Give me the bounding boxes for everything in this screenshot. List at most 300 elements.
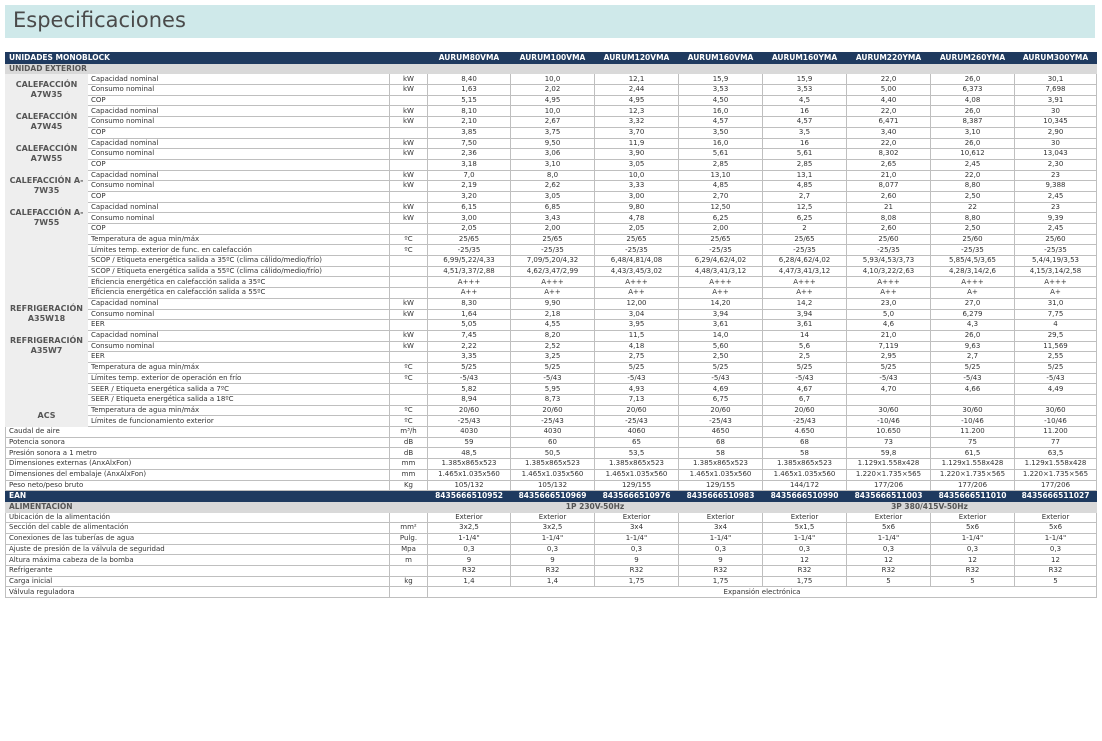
table-row	[6, 576, 1097, 587]
row-value	[1015, 395, 1097, 406]
row-value: 4,5	[763, 95, 847, 106]
row-unit: Mpa	[390, 544, 428, 555]
row-value: 0,3	[1015, 544, 1097, 555]
row-value: 9	[679, 555, 763, 566]
row-value: 20/60	[428, 405, 511, 416]
row-value: 3,95	[595, 320, 679, 331]
row-value: 2,02	[511, 85, 595, 96]
row-unit	[390, 224, 428, 235]
row-unit: kW	[390, 117, 428, 128]
table-row	[6, 533, 1097, 544]
row-value: 4,08	[931, 95, 1015, 106]
row-value: 5,05	[428, 320, 511, 331]
row-value: 25/65	[595, 234, 679, 245]
row-value: 0,3	[847, 544, 931, 555]
table-row	[6, 256, 1097, 267]
row-label: COP	[88, 191, 390, 202]
row-label: Capacidad nominal	[88, 138, 390, 149]
table-row	[6, 405, 1097, 416]
row-label: Eficiencia energética en calefacción salida a 35ºC	[88, 277, 390, 288]
row-unit: kW	[390, 138, 428, 149]
row-value: Exterior	[763, 512, 847, 523]
row-label: Capacidad nominal	[88, 298, 390, 309]
row-unit: mm	[390, 459, 428, 470]
row-value: 22,0	[847, 106, 931, 117]
row-value: 8,10	[428, 106, 511, 117]
row-value: 1-1/4"	[847, 533, 931, 544]
row-unit	[390, 256, 428, 267]
row-value: 9	[595, 555, 679, 566]
row-value: 4,51/3,37/2,88	[428, 266, 511, 277]
row-value: 30/60	[847, 405, 931, 416]
table-row	[6, 224, 1097, 235]
row-value: 16	[763, 106, 847, 117]
row-value: -10/46	[931, 416, 1015, 427]
row-value: 23	[1015, 202, 1097, 213]
row-value: 8,077	[847, 181, 931, 192]
row-value: 5,6	[763, 341, 847, 352]
row-unit: ºC	[390, 405, 428, 416]
row-value: 4,10/3,22/2,63	[847, 266, 931, 277]
row-value: 4,28/3,14/2,6	[931, 266, 1015, 277]
row-value: 16,0	[679, 138, 763, 149]
row-label: Válvula reguladora	[6, 587, 390, 598]
row-value: 58	[763, 448, 847, 459]
table-row	[6, 85, 1097, 96]
row-value: 3,5	[763, 127, 847, 138]
row-value: 9,80	[595, 202, 679, 213]
table-row	[6, 191, 1097, 202]
table-row	[6, 181, 1097, 192]
row-label: COP	[88, 159, 390, 170]
model-header: AURUM260YMA	[931, 53, 1015, 64]
row-value: 3,75	[511, 127, 595, 138]
row-unit: kW	[390, 106, 428, 117]
row-value: 2,95	[847, 352, 931, 363]
row-value: 1.385x865x523	[428, 459, 511, 470]
table-row	[6, 288, 1097, 299]
row-value: 20/60	[511, 405, 595, 416]
row-label: Caudal de aire	[6, 427, 390, 438]
row-label: Temperatura de agua min/máx	[88, 362, 390, 373]
row-value: 3,94	[679, 309, 763, 320]
row-value: 63,5	[1015, 448, 1097, 459]
ean-value: 8435666510976	[595, 491, 679, 502]
row-value: 4060	[595, 427, 679, 438]
row-value: 12	[931, 555, 1015, 566]
row-value: 11.200	[1015, 427, 1097, 438]
table-row	[6, 277, 1097, 288]
row-value: 3,18	[428, 159, 511, 170]
row-value: 7,0	[428, 170, 511, 181]
model-header: AURUM120VMA	[595, 53, 679, 64]
row-value: 2,5	[763, 352, 847, 363]
row-value: -25/43	[679, 416, 763, 427]
row-value: 5	[847, 576, 931, 587]
row-value: 2,00	[511, 224, 595, 235]
table-row	[6, 341, 1097, 352]
row-value: 1.465x1.035x560	[679, 469, 763, 480]
model-header: AURUM160YMA	[763, 53, 847, 64]
row-value: -25/35	[931, 245, 1015, 256]
row-unit: mm	[390, 469, 428, 480]
row-value: 65	[595, 437, 679, 448]
row-value: 7,698	[1015, 85, 1097, 96]
row-value: Exterior	[679, 512, 763, 523]
row-value: Exterior	[1015, 512, 1097, 523]
row-value: 26,0	[931, 138, 1015, 149]
model-header: AURUM80VMA	[428, 53, 511, 64]
row-unit: dB	[390, 448, 428, 459]
row-value: 4,95	[511, 95, 595, 106]
group-label	[6, 234, 88, 298]
row-label: Capacidad nominal	[88, 74, 390, 85]
ean-row	[6, 491, 1097, 502]
table-row	[6, 234, 1097, 245]
row-value: 5/25	[1015, 362, 1097, 373]
row-unit: m	[390, 555, 428, 566]
table-row	[6, 459, 1097, 470]
table-row	[6, 566, 1097, 577]
row-value: 15,9	[679, 74, 763, 85]
row-unit: mm²	[390, 523, 428, 534]
row-value: 75	[931, 437, 1015, 448]
row-unit	[390, 395, 428, 406]
row-value: 4,70	[847, 384, 931, 395]
row-unit: dB	[390, 437, 428, 448]
row-value: A+++	[428, 277, 511, 288]
row-value: 144/172	[763, 480, 847, 491]
row-value: 3,10	[931, 127, 1015, 138]
row-value: A++	[511, 288, 595, 299]
row-value: 8,387	[931, 117, 1015, 128]
row-value: 5/25	[428, 362, 511, 373]
row-unit	[390, 587, 428, 598]
row-value: A+++	[931, 277, 1015, 288]
table-row	[6, 213, 1097, 224]
row-value: 4,95	[595, 95, 679, 106]
row-label: Límites temp. exterior de operación en frío	[88, 373, 390, 384]
row-value: 31,0	[1015, 298, 1097, 309]
row-value: R32	[511, 566, 595, 577]
row-value: 5x6	[931, 523, 1015, 534]
table-row	[6, 298, 1097, 309]
group-label: ACS	[6, 405, 88, 426]
row-value: 3,20	[428, 191, 511, 202]
specifications-table	[5, 52, 1097, 598]
row-value: 3,70	[595, 127, 679, 138]
row-value: -25/35	[763, 245, 847, 256]
row-label: Límites temp. exterior de func. en calefacción	[88, 245, 390, 256]
row-unit: kW	[390, 85, 428, 96]
row-value: 26,0	[931, 106, 1015, 117]
row-value: 1.385x865x523	[511, 459, 595, 470]
row-value: 4,15/3,14/2,58	[1015, 266, 1097, 277]
row-value: 2,70	[679, 191, 763, 202]
row-value: 4,62/3,47/2,99	[511, 266, 595, 277]
row-value: -10/46	[847, 416, 931, 427]
table-row	[6, 373, 1097, 384]
section-row	[6, 63, 1097, 74]
row-value: 4,66	[931, 384, 1015, 395]
row-value: 4,50	[679, 95, 763, 106]
row-value: 8,302	[847, 149, 931, 160]
row-value: 2,7	[763, 191, 847, 202]
row-value: A+++	[595, 277, 679, 288]
row-value: 9,63	[931, 341, 1015, 352]
row-value: 6,29/4,62/4,02	[679, 256, 763, 267]
table-row	[6, 309, 1097, 320]
row-value: 12	[847, 555, 931, 566]
group-label: CALEFACCIÓN A7W35	[6, 74, 88, 106]
row-value: 4,69	[679, 384, 763, 395]
row-value: -5/43	[847, 373, 931, 384]
row-value: 6,7	[763, 395, 847, 406]
row-label: Consumo nominal	[88, 309, 390, 320]
row-label: EER	[88, 352, 390, 363]
row-unit: ºC	[390, 373, 428, 384]
row-value: 5,93/4,53/3,73	[847, 256, 931, 267]
table-row	[6, 159, 1097, 170]
row-unit	[390, 320, 428, 331]
row-value: 77	[1015, 437, 1097, 448]
row-value: 4,85	[763, 181, 847, 192]
row-value: Exterior	[428, 512, 511, 523]
row-value: 4,40	[847, 95, 931, 106]
row-value: 0,3	[428, 544, 511, 555]
ean-value: 8435666510983	[679, 491, 763, 502]
ean-label: EAN	[6, 491, 390, 502]
row-value: 16	[763, 138, 847, 149]
row-value: R32	[847, 566, 931, 577]
row-value: 12,3	[595, 106, 679, 117]
row-value: 2,05	[428, 224, 511, 235]
row-value: -5/43	[931, 373, 1015, 384]
row-value: A++	[763, 288, 847, 299]
model-header: AURUM160VMA	[679, 53, 763, 64]
row-value: 30/60	[931, 405, 1015, 416]
row-value: 2,36	[428, 149, 511, 160]
row-value: 20/60	[763, 405, 847, 416]
row-label: Sección del cable de alimentación	[6, 523, 390, 534]
row-value: 129/155	[679, 480, 763, 491]
row-value: 5	[931, 576, 1015, 587]
row-label: SCOP / Etiqueta energética salida a 55ºC (clima cálido/medio/frío)	[88, 266, 390, 277]
row-value: 10,0	[595, 170, 679, 181]
row-value: 60	[511, 437, 595, 448]
row-value: 1-1/4"	[428, 533, 511, 544]
row-value: 2,60	[847, 191, 931, 202]
row-value: 4650	[679, 427, 763, 438]
table-row	[6, 245, 1097, 256]
row-value: 4,85	[679, 181, 763, 192]
row-value: 20/60	[679, 405, 763, 416]
row-value: 11,9	[595, 138, 679, 149]
row-value: Expansión electrónica	[428, 587, 1097, 598]
row-value: -5/43	[595, 373, 679, 384]
row-value: 5x1,5	[763, 523, 847, 534]
row-value: 22,0	[847, 138, 931, 149]
row-unit	[390, 191, 428, 202]
row-value: 5/25	[595, 362, 679, 373]
row-value: 22,0	[847, 74, 931, 85]
row-unit: Pulg.	[390, 533, 428, 544]
row-value: 8,20	[511, 330, 595, 341]
row-value: 22	[931, 202, 1015, 213]
row-value: 0,3	[763, 544, 847, 555]
row-value: 5,61	[763, 149, 847, 160]
row-value: 5x6	[1015, 523, 1097, 534]
group-label: CALEFACCIÓN A7W45	[6, 106, 88, 138]
row-unit	[390, 127, 428, 138]
table-row	[6, 117, 1097, 128]
page-title: Especificaciones	[13, 8, 186, 32]
group-label: REFRIGERACIÓN A35W18	[6, 298, 88, 330]
row-value: 14,20	[679, 298, 763, 309]
row-label: Conexiones de las tuberías de agua	[6, 533, 390, 544]
row-value: 6,28/4,62/4,02	[763, 256, 847, 267]
ean-value: 8435666510990	[763, 491, 847, 502]
row-label: COP	[88, 224, 390, 235]
table-row	[6, 95, 1097, 106]
row-value: 105/132	[428, 480, 511, 491]
row-value: 3,90	[595, 149, 679, 160]
row-value: 0,3	[679, 544, 763, 555]
table-row	[6, 512, 1097, 523]
model-header: AURUM300YMA	[1015, 53, 1097, 64]
row-value: A++	[428, 288, 511, 299]
row-label: Límites de funcionamiento exterior	[88, 416, 390, 427]
row-value: 30	[1015, 106, 1097, 117]
row-label: SEER / Etiqueta energética salida a 18ºC	[88, 395, 390, 406]
table-row	[6, 330, 1097, 341]
row-value: 53,5	[595, 448, 679, 459]
row-value: 3,61	[763, 320, 847, 331]
row-value: R32	[1015, 566, 1097, 577]
header-label: UNIDADES MONOBLOCK	[6, 53, 390, 64]
row-unit: kW	[390, 181, 428, 192]
row-value: -5/43	[428, 373, 511, 384]
row-value: 12,00	[595, 298, 679, 309]
row-value: 3,06	[511, 149, 595, 160]
row-label: Refrigerante	[6, 566, 390, 577]
row-value: -5/43	[679, 373, 763, 384]
row-value: 4,49	[1015, 384, 1097, 395]
row-value: A++	[595, 288, 679, 299]
row-unit: kW	[390, 309, 428, 320]
row-value: 2,00	[679, 224, 763, 235]
row-value: A++	[679, 288, 763, 299]
row-unit	[390, 352, 428, 363]
row-value: 21,0	[847, 170, 931, 181]
row-value: -25/35	[1015, 245, 1097, 256]
row-value: 3x2,5	[428, 523, 511, 534]
row-value: 177/206	[847, 480, 931, 491]
row-value: 11,5	[595, 330, 679, 341]
row-value: 14	[763, 330, 847, 341]
row-value: 61,5	[931, 448, 1015, 459]
table-row	[6, 170, 1097, 181]
row-value: 6,25	[679, 213, 763, 224]
row-value: 9,388	[1015, 181, 1097, 192]
row-value: 21,0	[847, 330, 931, 341]
row-unit	[390, 266, 428, 277]
row-value: 5/25	[847, 362, 931, 373]
row-value: 68	[679, 437, 763, 448]
row-value: -25/43	[428, 416, 511, 427]
row-value: 8,94	[428, 395, 511, 406]
row-value: 7,45	[428, 330, 511, 341]
row-value: 4,47/3,41/3,12	[763, 266, 847, 277]
row-value: 5/25	[763, 362, 847, 373]
row-value: 1-1/4"	[595, 533, 679, 544]
row-value: 9,39	[1015, 213, 1097, 224]
row-value: 6,25	[763, 213, 847, 224]
row-label: Potencia sonora	[6, 437, 390, 448]
row-label: Altura máxima cabeza de la bomba	[6, 555, 390, 566]
row-unit: kW	[390, 341, 428, 352]
row-value: 14,0	[679, 330, 763, 341]
row-value: 22,0	[931, 170, 1015, 181]
ean-value: 8435666510952	[428, 491, 511, 502]
table-row	[6, 544, 1097, 555]
row-label: Eficiencia energética en calefacción salida a 55ºC	[88, 288, 390, 299]
row-value: A+	[1015, 288, 1097, 299]
header-row	[6, 53, 1097, 64]
row-unit	[390, 277, 428, 288]
row-value: 5,82	[428, 384, 511, 395]
row-value: 5/25	[931, 362, 1015, 373]
row-value: 1.465x1.035x560	[428, 469, 511, 480]
table-row	[6, 74, 1097, 85]
row-value: 5,85/4,5/3,65	[931, 256, 1015, 267]
row-value: Exterior	[595, 512, 679, 523]
row-value: 12,1	[595, 74, 679, 85]
row-value: 1,75	[763, 576, 847, 587]
row-value: 23	[1015, 170, 1097, 181]
model-header: AURUM100VMA	[511, 53, 595, 64]
row-value: 2,62	[511, 181, 595, 192]
row-value: 30	[1015, 138, 1097, 149]
row-label: Ajuste de presión de la válvula de seguridad	[6, 544, 390, 555]
row-unit: ºC	[390, 245, 428, 256]
row-value: 2,7	[931, 352, 1015, 363]
row-value: 3,53	[763, 85, 847, 96]
row-value: 11,569	[1015, 341, 1097, 352]
row-value: 1.220×1.735×565	[931, 469, 1015, 480]
row-value: -5/43	[763, 373, 847, 384]
row-label: Consumo nominal	[88, 117, 390, 128]
row-label: Dimensiones externas (AnxAlxFon)	[6, 459, 390, 470]
table-row	[6, 384, 1097, 395]
row-value: 5,4/4,19/3,53	[1015, 256, 1097, 267]
row-value: 3,94	[763, 309, 847, 320]
row-value: 1,4	[511, 576, 595, 587]
row-value: 5/25	[679, 362, 763, 373]
row-value	[931, 395, 1015, 406]
row-value: 26,0	[931, 74, 1015, 85]
row-value: 3,33	[595, 181, 679, 192]
table-row	[6, 416, 1097, 427]
row-value: 2	[763, 224, 847, 235]
row-value: 4	[1015, 320, 1097, 331]
table-row	[6, 138, 1097, 149]
row-value: 3,50	[679, 127, 763, 138]
row-value: 1.385x865x523	[679, 459, 763, 470]
row-value: 1,75	[679, 576, 763, 587]
row-value: 9	[511, 555, 595, 566]
row-value: 1.465x1.035x560	[763, 469, 847, 480]
